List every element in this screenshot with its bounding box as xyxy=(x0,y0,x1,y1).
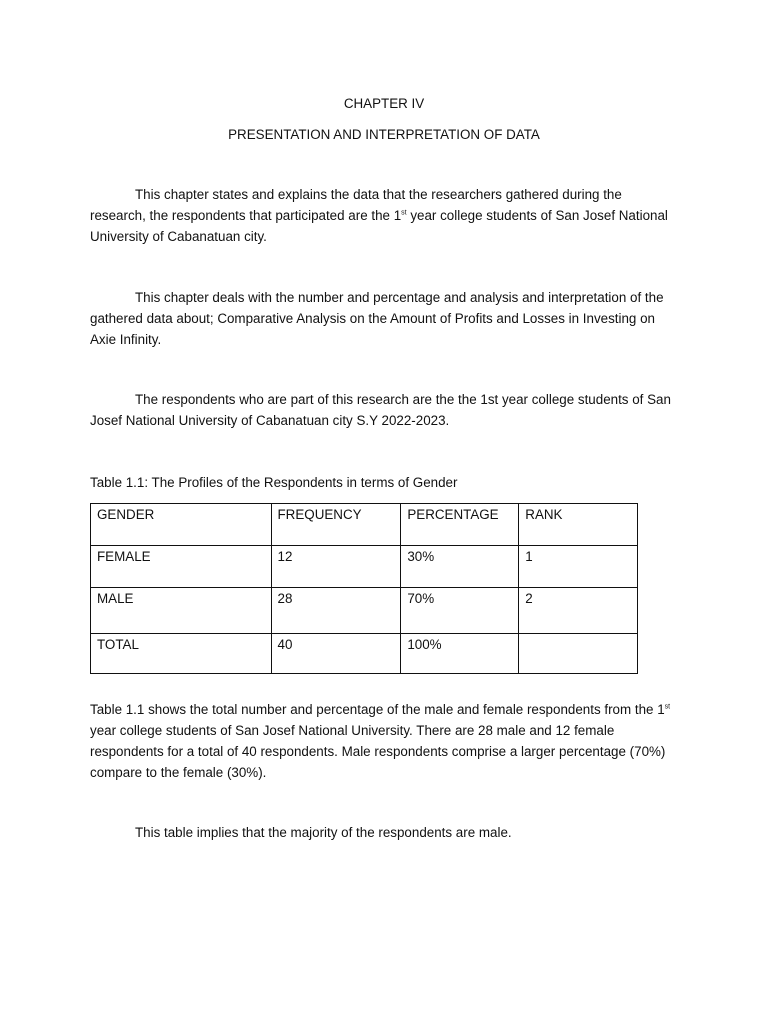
table-caption: Table 1.1: The Profiles of the Respondents in terms of Gender xyxy=(90,475,458,490)
analysis-paragraph xyxy=(90,699,682,783)
table-cell: FEMALE xyxy=(91,546,272,588)
table-cell: 2 xyxy=(519,588,638,634)
intro-paragraph-3 xyxy=(90,389,680,431)
table-row xyxy=(91,546,638,588)
intro-paragraph-2 xyxy=(90,287,680,350)
table-cell: 70% xyxy=(401,588,519,634)
gender-profile-table xyxy=(90,503,638,674)
table-cell: 28 xyxy=(271,588,401,634)
intro-paragraph-2-text: This chapter deals with the number and percentage and analysis and interpretation of the gathered data about; Comparative Analysis on the Amount of Profits and Losses in Investing on Axie Infinity. xyxy=(90,290,664,347)
conclusion-paragraph-text: This table implies that the majority of the respondents are male. xyxy=(135,825,512,840)
intro-paragraph-1 xyxy=(90,184,680,247)
table-row xyxy=(91,588,638,634)
chapter-heading: CHAPTER IV xyxy=(343,96,425,111)
table-cell xyxy=(519,634,638,674)
chapter-title: PRESENTATION AND INTERPRETATION OF DATA xyxy=(228,127,540,142)
table-cell: TOTAL xyxy=(91,634,272,674)
header-cell-frequency: FREQUENCY xyxy=(271,504,401,546)
header-cell-percentage: PERCENTAGE xyxy=(401,504,519,546)
conclusion-paragraph xyxy=(90,822,680,843)
table-cell: 30% xyxy=(401,546,519,588)
intro-paragraph-1-text: This chapter states and explains the data that the researchers gathered during the research, the respondents that participated are the 1 xyxy=(90,187,622,223)
table-total-row xyxy=(91,634,638,674)
ordinal-suffix: st xyxy=(401,209,407,217)
header-cell-gender: GENDER xyxy=(91,504,272,546)
table-header-row xyxy=(91,504,638,546)
ordinal-suffix: st xyxy=(664,703,671,711)
analysis-paragraph-text-end: year college students of San Josef National University. There are 28 male and 12 female respondents for a total of 40 respondents. Male respondents comprise a larger percentage (70%) compare to the female (30%). xyxy=(90,723,666,780)
table-cell: 40 xyxy=(271,634,401,674)
table-cell: MALE xyxy=(91,588,272,634)
intro-paragraph-3-text: The respondents who are part of this research are the the 1st year college students of San Josef National University of Cabanatuan city S.Y 2022-2023. xyxy=(90,392,671,428)
table-cell: 12 xyxy=(271,546,401,588)
header-cell-rank: RANK xyxy=(519,504,638,546)
analysis-paragraph-text: Table 1.1 shows the total number and percentage of the male and female respondents from the 1 xyxy=(90,702,665,717)
table-cell: 1 xyxy=(519,546,638,588)
intro-paragraph-1-text-end: year college students of San Josef National University of Cabanatuan city. xyxy=(90,208,668,244)
table-cell: 100% xyxy=(401,634,519,674)
